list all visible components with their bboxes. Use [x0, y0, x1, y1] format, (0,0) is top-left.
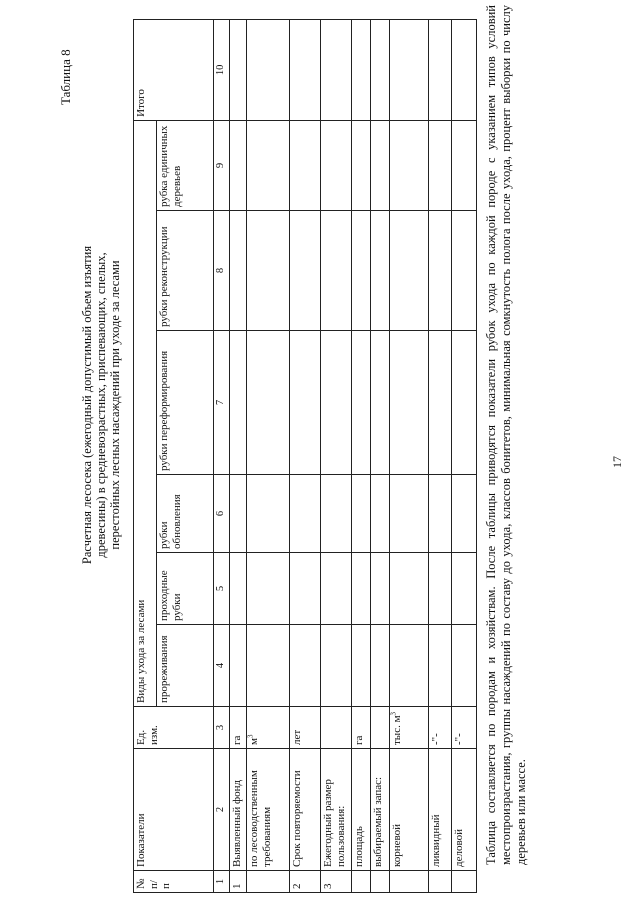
row-no: 1: [230, 871, 247, 893]
header-passage-cuts: проходные рубки: [157, 553, 214, 625]
table-row: [452, 19, 477, 892]
row-indicator: Ежегодный размер пользования:: [321, 749, 352, 871]
header-care-types: Виды ухода за лесами: [134, 120, 157, 706]
table-row: [371, 19, 390, 892]
row-indicator: деловой: [452, 749, 477, 871]
row-indicator: выбираемый запас:: [371, 749, 390, 871]
row-no: [247, 871, 290, 893]
column-number: 8: [214, 211, 230, 331]
header-reformation-cuts: рубки переформирования: [157, 331, 214, 475]
row-indicator: Выявленный фонд: [230, 749, 247, 871]
title-line: древесины) в средневозрастных, приспевающих, спелых,: [94, 252, 108, 558]
title-line: Расчетная лесосека (ежегодный допустимый объем изъятия: [80, 245, 94, 565]
header-single-tree-cuts: рубка единичных деревьев: [157, 120, 214, 210]
header-reconstruction-cuts: рубки реконструкции: [157, 211, 214, 331]
column-number: 1: [214, 871, 230, 893]
row-indicator: по лесоводственным требованиям: [247, 749, 290, 871]
row-no: [390, 871, 429, 893]
row-unit: га: [230, 707, 247, 749]
column-number: 6: [214, 475, 230, 553]
header-total: Итого: [134, 19, 214, 120]
page-number: 17: [610, 456, 624, 468]
row-indicator: корневой: [390, 749, 429, 871]
table-row: [321, 19, 352, 892]
row-no: [371, 871, 390, 893]
row-no: [452, 871, 477, 893]
column-number: 3: [214, 707, 230, 749]
column-number: 9: [214, 120, 230, 210]
header-unit: Ед. изм.: [134, 707, 214, 749]
row-indicator: площадь: [352, 749, 371, 871]
row-unit: га: [352, 707, 371, 749]
table-row: [390, 19, 429, 892]
header-thinning: прореживания: [157, 625, 214, 707]
row-unit: $м^3$: [247, 707, 290, 749]
row-unit: тыс. $м^3$: [390, 707, 429, 749]
title-line: перестойных лесных насаждений при уходе за лесами: [108, 260, 122, 550]
row-indicator: Срок повторяемости: [290, 749, 321, 871]
row-unit: лет: [290, 707, 321, 749]
row-no: [352, 871, 371, 893]
row-no: 3: [321, 871, 352, 893]
column-number: 5: [214, 553, 230, 625]
row-unit: [371, 707, 390, 749]
header-no: № п/ п: [134, 871, 214, 893]
column-number: 4: [214, 625, 230, 707]
column-number: 7: [214, 331, 230, 475]
row-unit: [321, 707, 352, 749]
table-label: Таблица 8: [58, 49, 73, 105]
header-renewal-cuts: рубки обновления: [157, 475, 214, 553]
table-note: Таблица составляется по породам и хозяйствам. После таблицы приводятся показатели рубок ухода по каждой породе с указанием типов условий местопроизрастания, группы насаждений по составу до ухода, классов бонитетов, минимальная сомкнутость полога после ухода, процент выборки по числу деревьев или массе.: [484, 5, 528, 865]
row-no: 2: [290, 871, 321, 893]
table-row: [290, 19, 321, 892]
row-unit: -"-: [452, 707, 477, 749]
header-indicators: Показатели: [134, 749, 214, 871]
estimated-cutting-area-table: [133, 19, 477, 893]
table-row: [429, 19, 452, 892]
table-row: [352, 19, 371, 892]
table-row: [247, 19, 290, 892]
row-unit: -"-: [429, 707, 452, 749]
column-number: 2: [214, 749, 230, 871]
column-number: 10: [214, 19, 230, 120]
row-indicator: ликвидный: [429, 749, 452, 871]
table-title: [80, 105, 122, 705]
table-row: [230, 19, 247, 892]
row-no: [429, 871, 452, 893]
